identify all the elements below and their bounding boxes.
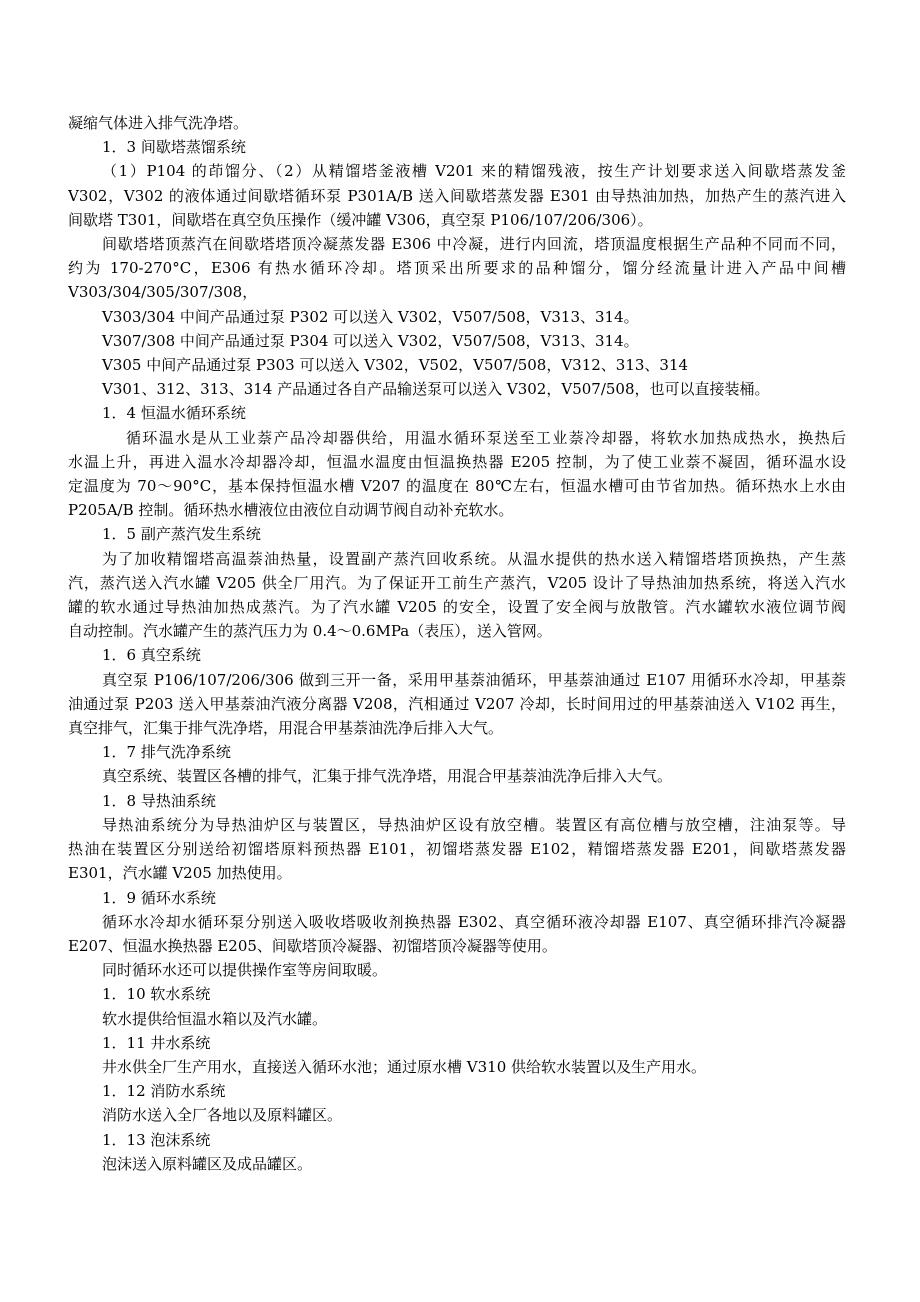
text-line: 约为 170-270°C，E306 有热水循环冷却。塔顶采出所要求的品种馏分，馏分经流量计进入产品中间槽 — [68, 259, 846, 278]
text-line: 循环温水是从工业萘产品冷却器供给，用温水循环泵送至工业萘冷却器，将软水加热成热水，换热后 — [126, 428, 846, 447]
section-heading-1-3: 1．3 间歇塔蒸馏系统 — [102, 138, 246, 157]
text-line: V305 中间产品通过泵 P303 可以送入 V302，V502，V507/508，V312、313、314 — [102, 356, 689, 375]
text-line: 软水提供给恒温水箱以及汽水罐。 — [102, 1009, 328, 1028]
section-heading-1-5: 1．5 副产蒸汽发生系统 — [102, 525, 261, 544]
text-line: 真空泵 P106/107/206/306 做到三开一备，采用甲基萘油循环，甲基萘油通过 E107 用循环水冷却，甲基萘 — [102, 670, 846, 689]
text-line: 水温上升，再进入温水冷却器冷却，恒温水温度由恒温换热器 E205 控制，为了使工业萘不凝固，循环温水设 — [68, 452, 846, 471]
text-line: 真空系统、装置区各槽的排气，汇集于排气洗净塔，用混合甲基萘油洗净后排入大气。 — [102, 767, 673, 786]
text-line: P205A/B 控制。循环热水槽液位由液位自动调节阀自动补充软水。 — [68, 501, 514, 520]
text-line: 油通过泵 P203 送入甲基萘油汽液分离器 V208，汽相通过 V207 冷却，长时间用过的甲基萘油送入 V102 再生， — [68, 694, 846, 713]
section-heading-1-8: 1．8 导热油系统 — [102, 791, 216, 810]
text-line: 泡沫送入原料罐区及成品罐区。 — [102, 1154, 313, 1173]
section-heading-1-13: 1．13 泡沫系统 — [102, 1130, 211, 1149]
text-line: E301，汽水罐 V205 加热使用。 — [68, 864, 292, 883]
text-line: 凝缩气体进入排气洗净塔。 — [68, 114, 249, 132]
section-heading-1-9: 1．9 循环水系统 — [102, 888, 216, 907]
text-line: 汽，蒸汽送入汽水罐 V205 供全厂用汽。为了保证开工前生产蒸汽，V205 设计了导热油加热系统，将送入汽水 — [68, 573, 846, 592]
text-line: 间歇塔 T301，间歇塔在真空负压操作（缓冲罐 V306，真空泵 P106/107/206/306）。 — [68, 210, 653, 229]
text-line: 定温度为 70～90°C，基本保持恒温水槽 V207 的温度在 80℃左右，恒温水槽可由节省加热。循环热水上水由 — [68, 477, 846, 496]
text-line: 间歇塔塔顶蒸汽在间歇塔塔顶冷凝蒸发器 E306 中冷凝，进行内回流，塔顶温度根据生产品种不同而不同， — [102, 235, 846, 254]
text-line: 井水供全厂生产用水，直接送入循环水池；通过原水槽 V310 供给软水装置以及生产用水。 — [102, 1057, 707, 1076]
text-line: 罐的软水通过导热油加热成蒸汽。为了汽水罐 V205 的安全，设置了安全阀与放散管。汽水罐软水液位调节阀 — [68, 598, 846, 617]
text-line: 导热油系统分为导热油炉区与装置区，导热油炉区设有放空槽。装置区有高位槽与放空槽，注油泵等。导 — [102, 815, 846, 834]
section-heading-1-7: 1．7 排气洗净系统 — [102, 743, 231, 762]
text-line: 消防水送入全厂各地以及原料罐区。 — [102, 1106, 343, 1125]
text-line: V301、312、313、314 产品通过各自产品输送泵可以送入 V302，V507/508，也可以直接装桶。 — [102, 380, 770, 399]
section-heading-1-4: 1．4 恒温水循环系统 — [102, 404, 246, 423]
text-line: V302，V302 的液体通过间歇塔循环泵 P301A/B 送入间歇塔蒸发器 E301 由导热油加热，加热产生的蒸汽进入 — [68, 186, 846, 205]
text-line: 同时循环水还可以提供操作室等房间取暖。 — [102, 961, 388, 980]
text-line: 循环水冷却水循环泵分别送入吸收塔吸收剂换热器 E302、真空循环液冷却器 E107、真空循环排汽冷凝器 — [102, 912, 846, 931]
section-heading-1-6: 1．6 真空系统 — [102, 646, 201, 665]
text-line: 自动控制。汽水罐产生的蒸汽压力为 0.4～0.6MPa（表压），送入管网。 — [68, 622, 552, 641]
text-line: V303/304/305/307/308， — [68, 283, 258, 302]
text-line: V303/304 中间产品通过泵 P302 可以送入 V302，V507/508，V313、314。 — [102, 307, 639, 326]
text-line: V307/308 中间产品通过泵 P304 可以送入 V302，V507/508，V313、314。 — [102, 331, 639, 350]
text-line: 热油在装置区分别送给初馏塔原料预热器 E101，初馏塔蒸发器 E102，精馏塔蒸发器 E201，间歇塔蒸发器 — [68, 840, 846, 859]
text-line: E207、恒温水换热器 E205、间歇塔顶冷凝器、初馏塔顶冷凝器等使用。 — [68, 936, 557, 955]
section-heading-1-11: 1．11 井水系统 — [102, 1033, 211, 1052]
section-heading-1-10: 1．10 软水系统 — [102, 985, 211, 1004]
text-line: 真空排气，汇集于排气洗净塔，用混合甲基萘油洗净后排入大气。 — [68, 719, 504, 738]
section-heading-1-12: 1．12 消防水系统 — [102, 1082, 226, 1101]
text-line: （1）P104 的茚馏分、（2）从精馏塔釜液槽 V201 来的精馏残液，按生产计划要求送入间歇塔蒸发釜 — [102, 162, 846, 181]
text-line: 为了加收精馏塔高温萘油热量，设置副产蒸汽回收系统。从温水提供的热水送入精馏塔塔顶换热，产生蒸 — [102, 549, 846, 568]
